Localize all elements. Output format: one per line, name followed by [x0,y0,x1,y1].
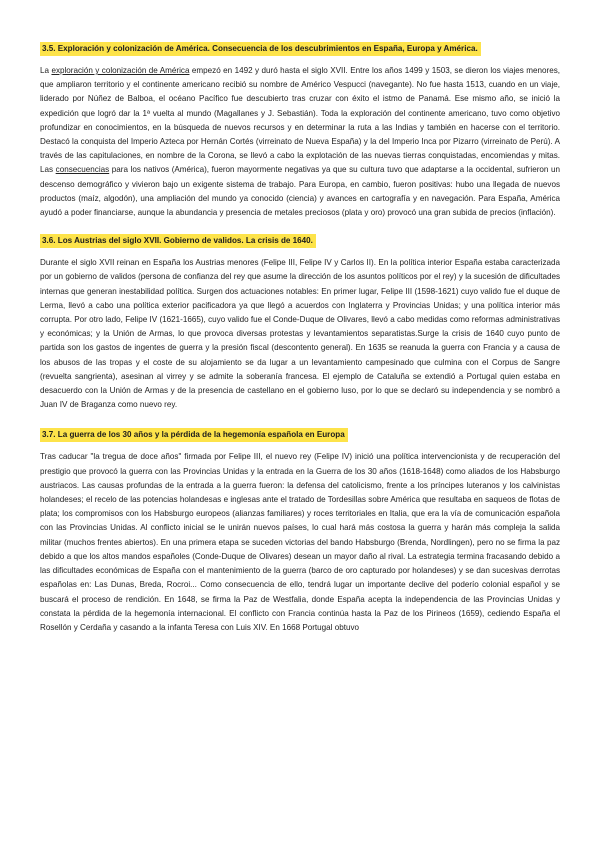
paragraph-text: La [40,66,52,75]
section-heading-3-5: 3.5. Exploración y colonización de América. Consecuencia de los descubrimientos en España, Europa y América. [40,42,481,56]
underlined-term-exploracion: exploración y colonización de América [51,66,190,75]
section-heading-3-7: 3.7. La guerra de los 30 años y la pérdida de la hegemonía española en Europa [40,428,348,442]
paragraph-text: empezó en 1492 y duró hasta el siglo XVII. Entre los años 1499 y 1503, se dieron los viajes menores, que ampliaron territorio y el continente americano recibió su nombre de Américo Vespucci (navegante). No fue hasta 1513, cuando en un viaje, liderado por Núñez de Balboa, el océano Pacífico fue descubierto tras cruzar con éxito el istmo de Panamá. Ese mismo año, se inició la expedición que logró dar la 1ª vuelta al mundo (Magallanes y J. Sebastián). Toda la exploración del continente americano, tuvo como objetivo profundizar en conocimientos, en la búsqueda de nuevos recursos y en determinar la ruta a las Indias y también en hacerse con el territorio. Destacó la conquista del Imperio Azteca por Hernán Cortés (virreinato de Nueva España) y la del Imperio Inca por Pizarro (virreinato de Perú). A través de las capitulaciones, en nombre de la Corona, se llevó a cabo la explotación de las nuevas tierras conquistadas, encomiendas y mitas. Las [40,66,561,175]
document-page [40,38,560,646]
section-heading-3-6: 3.6. Los Austrias del siglo XVII. Gobierno de validos. La crisis de 1640. [40,234,316,248]
section-paragraph-3-6: Durante el siglo XVII reinan en España los Austrias menores (Felipe III, Felipe IV y Carlos II). En la política interior España estaba caracterizada por un gobierno de validos (persona de confianza del rey que asume la dirección de los asuntos políticos por el rey) y la sucesión de dificultades internas que generan inestabilidad política. Surgen dos actuaciones notables: En primer lugar, Felipe III (1598-1621) cuyo valido fue el duque de Lerma, llevó a cabo una política exterior pacificadora ya que llegó a acuerdos con Inglaterra y Provincias Unidas; y una política interior más corrupta. Por otro lado, Felipe IV (1621-1665), cuyo valido fue el Conde-Duque de Olivares, llevó a cabo medidas como reformas administrativas y económicas; y la Unión de Armas, lo que provoca diversas protestas y levantamientos separatistas.Surge la crisis de 1640 cuyo punto de partida son los gastos de ingentes de guerra y la presión fiscal (descontento general). En 1635 se reanuda la guerra con Francia y a causa de los abusos de las tropas y el coste de su alojamiento se da lugar a un levantamiento campesinado que culmina con el Corpus de Sangre (revuelta sangrienta), asesinan al virrey y se admite la soberanía francesa. El ejemplo de Cataluña se extendió a Portugal quien estaba en desacuerdo con la Unión de Armas y de la presencia de castellano en el gobierno luso, por lo que se declaró su independencia y se nombró a Juan IV de Braganza como nuevo rey. [40,258,560,410]
section-paragraph-3-7: Tras caducar "la tregua de doce años" firmada por Felipe III, el nuevo rey (Felipe IV) inició una política intervencionista y de recuperación del prestigio que provocó la guerra con las Provincias Unidas y la entrada en la Guerra de los 30 años (1618-1648) como aliados de los Habsburgo austriacos. Las causas profundas de la entrada a la guerra fueron: la defensa del catolicismo, frente a los príncipes luteranos y los calvinistas holandeses; el recelo de las potencias holandesas e inglesas ante el tratado de Tordesillas sobre América que resultaba en saqueos de flotas de plata; los compromisos con los Habsburgo europeos (alianzas familiares) y roces territoriales en Italia, que era la vía de comunicación española con las Provincias Unidas. Al conflicto inicial se le unirán nuevos países, lo cual hará más costosa la guerra y harán más compleja la salida militar (muchos frentes abiertos). En una primera etapa se suceden victorias del bando Habsburgo (Brenda, Nordlingen), pero no se firma la paz debido a que los altos mandos españoles (Conde-Duque de Olivares) desean un mayor daño al rival. La estrategia termina fracasando debido a las dificultades económicas de España con el mantenimiento de la guerra (barco de oro capturado por holandeses) y se dan sucesivas derrotas españolas en: Las Dunas, Breda, Rocroi... Como consecuencia de ello, tendrá lugar un importante declive del poderío colonial español y se buscará el proceso de rendición. En 1648, se firma la Paz de Westfalia, donde España acepta la independencia de las Provincias Unidas y constata la pérdida de la hegemonía internacional. El conflicto con Francia continúa hasta la Paz de los Pirineos (1659), cediendo España el Rosellón y Cerdaña y casando a la infanta Teresa con Luis XIV. En 1668 Portugal obtuvo [40,452,560,632]
paragraph-text: para los nativos (América), fueron mayormente negativas ya que su cultura tuvo que adaptarse a la occidental, sufrieron un descenso demográfico y vivieron bajo un exigente sistema de trabajo. Para Europa, en cambio, fueron positivas: hubo una llegada de nuevos productos (maíz, algodón), una ampliación del mundo ya conocido (ciencia) y avances en cartografía y en navegación. Para España, América ayudó a poder financiarse, aunque la abundancia y presencia de metales preciosos (plata y oro) provocó una gran subida de precios (inflación). [40,165,560,218]
underlined-term-consecuencias: consecuencias [55,165,110,175]
section-paragraph-3-5 [40,64,560,220]
